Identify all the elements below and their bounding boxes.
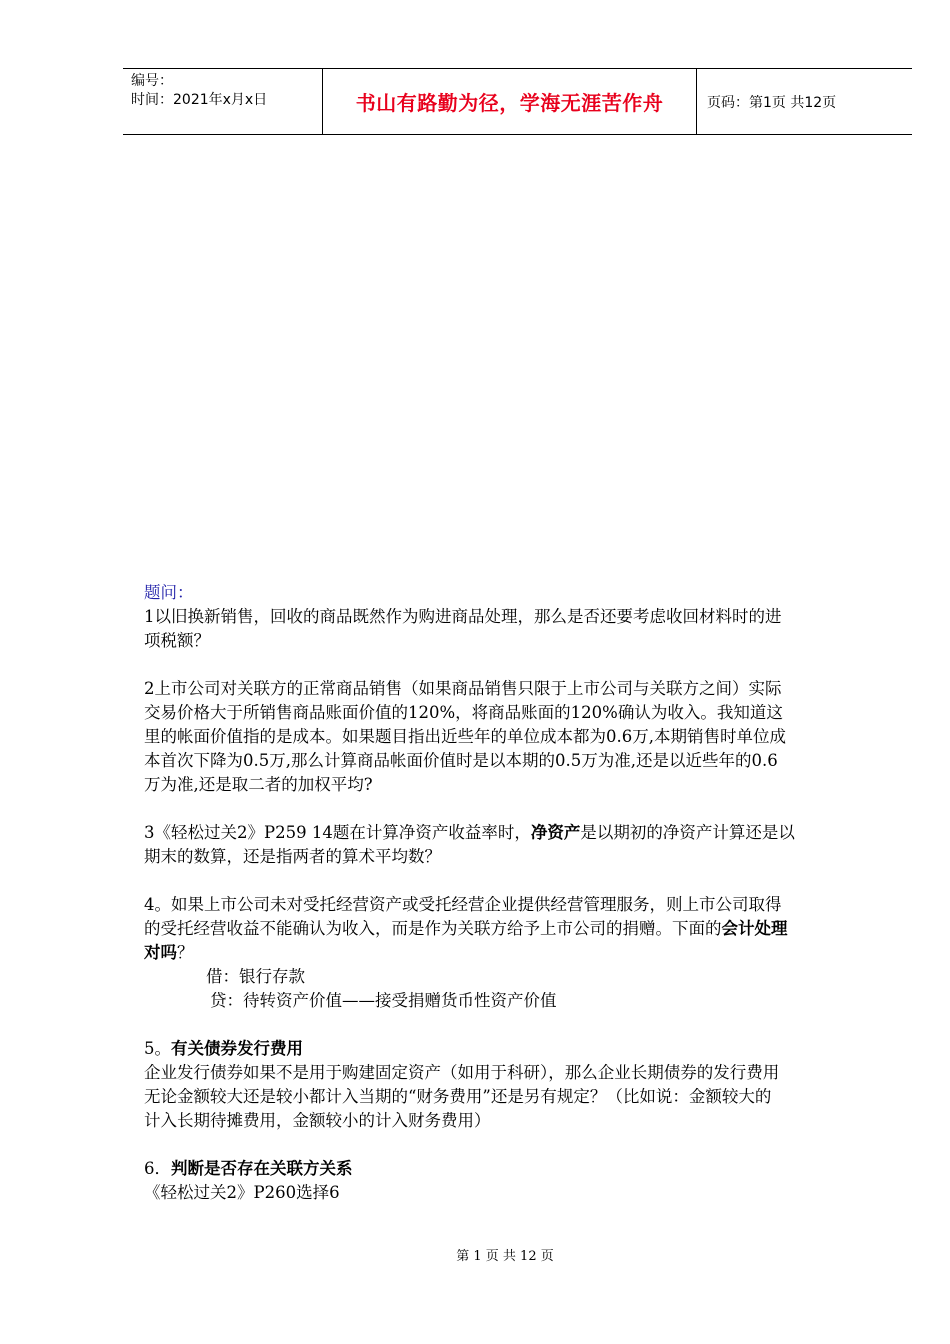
question-1 xyxy=(144,605,894,653)
header-motto: 书山有路勤为径，学海无涯苦作舟 xyxy=(323,69,697,134)
question-5 xyxy=(144,1037,894,1133)
question-6-title: 判断是否存在关联方关系 xyxy=(171,1159,353,1178)
question-5-title: 有关债券发行费用 xyxy=(171,1039,303,1058)
question-3-prefix: 3《轻松过关2》P259 14题在计算净资产收益率时， xyxy=(144,823,531,842)
question-6-line: 《轻松过关2》P260选择6 xyxy=(144,1183,340,1202)
question-2-line: 2上市公司对关联方的正常商品销售（如果商品销售只限于上市公司与关联方之间）实际 xyxy=(144,679,782,698)
question-2-line: 交易价格大于所销售商品账面价值的120%，将商品账面的120%确认为收入。我知道这 xyxy=(144,703,783,722)
question-5-number: 5。 xyxy=(144,1039,171,1058)
question-1-line: 1以旧换新销售，回收的商品既然作为购进商品处理，那么是否还要考虑收回材料时的进 xyxy=(144,607,782,626)
question-1-line: 项税额？ xyxy=(144,631,210,650)
question-5-line: 企业发行债券如果不是用于购建固定资产（如用于科研），那么企业长期债券的发行费用 xyxy=(144,1063,780,1082)
question-5-heading xyxy=(144,1037,894,1061)
question-4-text: 的受托经营收益不能确认为收入，而是作为关联方给予上市公司的捐赠。下面的 xyxy=(144,919,722,938)
question-4-emphasis: 会计处理 xyxy=(721,919,788,938)
question-6-heading xyxy=(144,1157,894,1181)
question-2-line: 万为准,还是取二者的加权平均? xyxy=(144,775,373,794)
question-4-line xyxy=(144,917,894,941)
question-3-emphasis: 净资产 xyxy=(530,823,581,842)
header-meta xyxy=(123,69,323,134)
page-footer: 第 1 页 共 12 页 xyxy=(456,1249,554,1264)
question-4-line xyxy=(144,941,894,965)
journal-entry-credit: 贷：待转资产价值——接受捐赠货币性资产价值 xyxy=(210,991,557,1010)
question-4-text: ？ xyxy=(177,943,194,962)
section-label: 题问： xyxy=(144,583,194,602)
question-6 xyxy=(144,1157,894,1205)
question-6-number: 6． xyxy=(144,1159,171,1178)
journal-entry-debit: 借：银行存款 xyxy=(206,967,305,986)
document-time-label: 时间：2021年x月x日 xyxy=(131,92,268,108)
document-number-label: 编号： xyxy=(131,73,173,89)
question-4-line: 4。如果上市公司未对受托经营资产或受托经营企业提供经营管理服务，则上市公司取得 xyxy=(144,895,782,914)
question-3 xyxy=(144,821,894,869)
question-2-line: 里的帐面价值指的是成本。如果题目指出近些年的单位成本都为0.6万,本期销售时单位成 xyxy=(144,727,786,746)
document-body xyxy=(144,581,894,1205)
question-2-line: 本首次下降为0.5万,那么计算商品帐面价值时是以本期的0.5万为准,还是以近些年的0.6 xyxy=(144,751,778,770)
question-3-line xyxy=(144,821,894,845)
question-3-line: 期末的数算，还是指两者的算术平均数？ xyxy=(144,847,441,866)
question-5-line: 计入长期待摊费用，金额较小的计入财务费用） xyxy=(144,1111,491,1130)
question-5-line: 无论金额较大还是较小都计入当期的“财务费用”还是另有规定？（比如说：金额较大的 xyxy=(144,1087,772,1106)
question-4 xyxy=(144,893,894,1013)
question-3-suffix: 是以期初的净资产计算还是以 xyxy=(580,823,795,842)
question-2 xyxy=(144,677,894,797)
question-4-emphasis: 对吗 xyxy=(144,943,177,962)
header-page-info: 页码：第1页 共12页 xyxy=(707,94,837,111)
page-header xyxy=(123,68,912,135)
